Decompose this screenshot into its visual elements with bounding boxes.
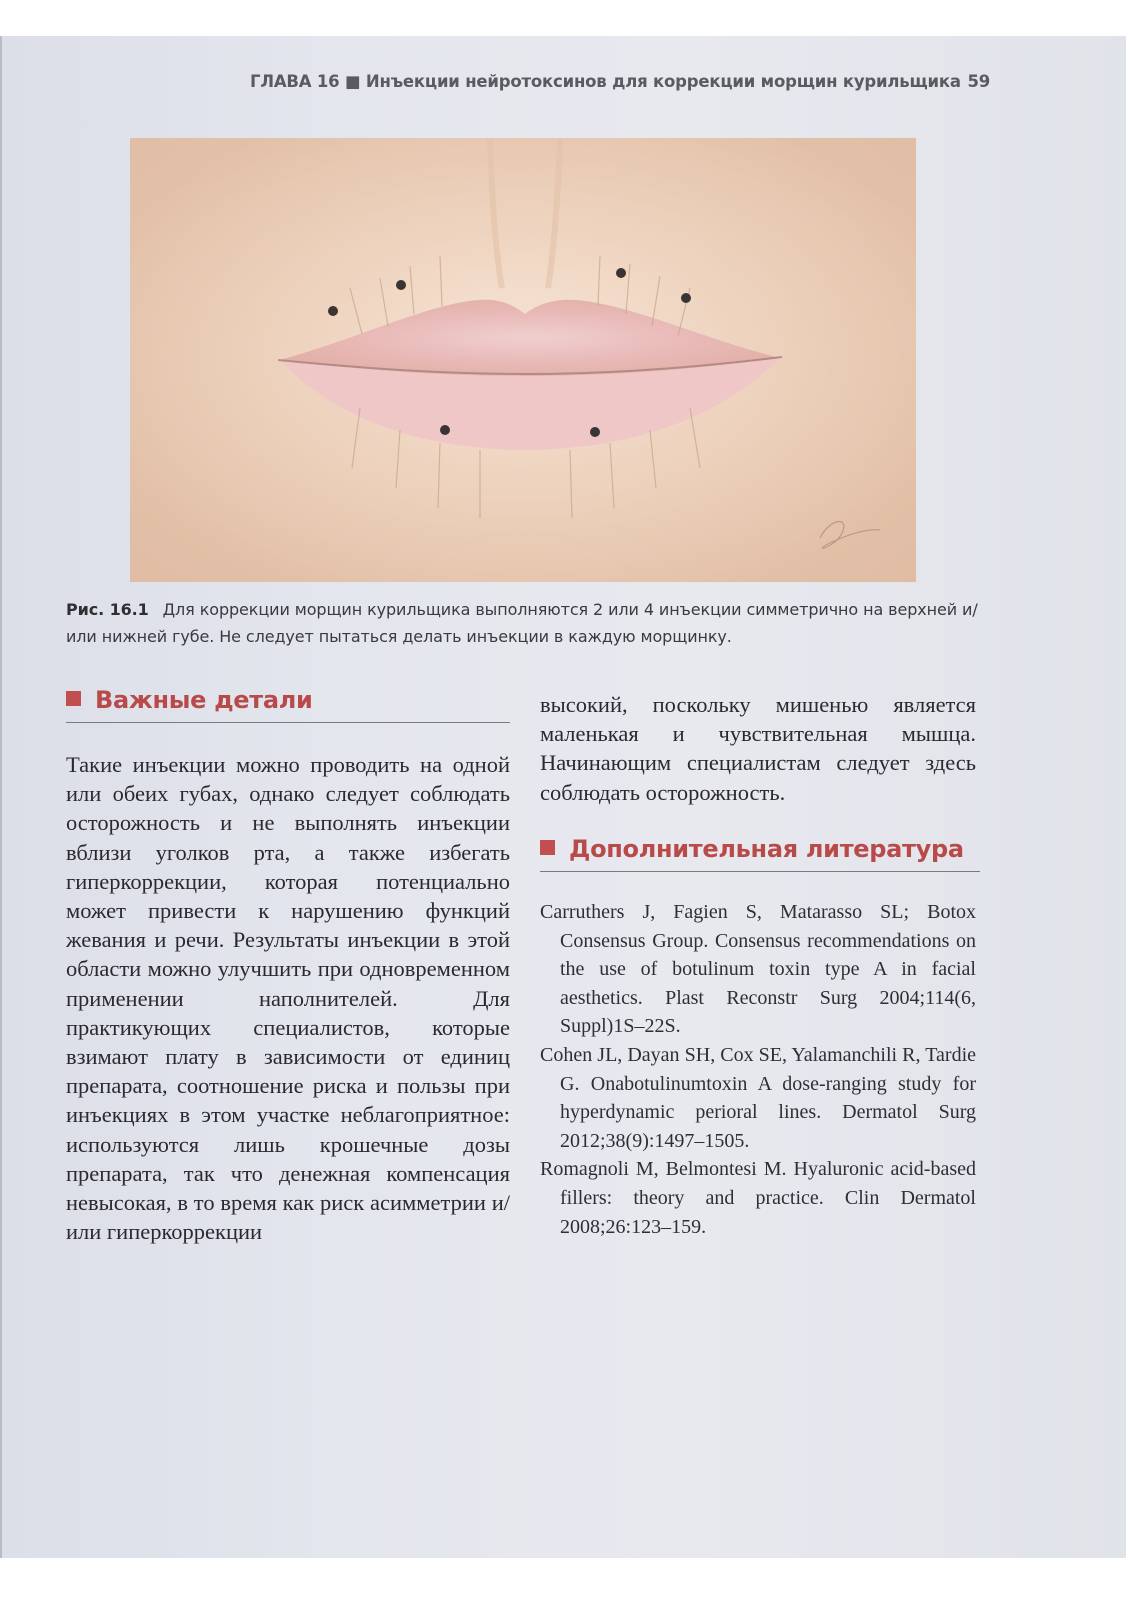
page-number: 59 bbox=[967, 72, 990, 91]
square-bullet-icon bbox=[540, 840, 555, 855]
injection-point bbox=[328, 306, 338, 316]
figure-label: Рис. 16.1 bbox=[66, 600, 149, 619]
injection-point bbox=[440, 425, 450, 435]
caption-text: Для коррекции морщин курильщика выполняются 2 или 4 инъекции симметрично на верхней и/или нижней губе. Не следует пытаться делать инъекции в каждую морщинку. bbox=[66, 600, 978, 646]
square-bullet-icon bbox=[66, 691, 81, 706]
reference-item: Cohen JL, Dayan SH, Cox SE, Yalamanchili R, Tardie G. Onabotulinumtoxin A dose-ranging study for hyperdynamic perioral lines. Dermatol Surg 2012;38(9):1497–1505. bbox=[540, 1043, 976, 1152]
reference-item: Romagnoli M, Belmontesi M. Hyaluronic acid-based fillers: theory and practice. Clin Dermatol 2008;26:123–159. bbox=[540, 1158, 976, 1238]
section-title: Важные детали bbox=[95, 686, 313, 714]
section-heading-important bbox=[66, 686, 510, 723]
reference-list bbox=[540, 898, 976, 1241]
chapter-title: ГЛАВА 16 ■ Инъекции нейротоксинов для коррекции морщин курильщика bbox=[250, 72, 961, 91]
lips-drawing bbox=[130, 138, 916, 582]
section-title: Дополнительная литература bbox=[569, 835, 964, 863]
paragraph-continuation: высокий, поскольку мишенью является маленькая и чувствительная мышца. Начинающим специалистам следует здесь соблюдать осторожность. bbox=[540, 692, 976, 805]
injection-point bbox=[396, 280, 406, 290]
lips-illustration bbox=[130, 138, 916, 582]
body-text-right bbox=[540, 690, 976, 807]
reference-item: Carruthers J, Fagien S, Matarasso SL; Botox Consensus Group. Consensus recommendations on the use of botulinum toxin type A in facial aesthetics. Plast Reconstr Surg 2004;114(6, Suppl)1S–22S. bbox=[540, 901, 976, 1038]
injection-point bbox=[616, 268, 626, 278]
paragraph: Такие инъекции можно проводить на одной или обеих губах, однако следует соблюдать осторожность и не выполнять инъекции вблизи уголков рта, а также избегать гиперкоррекции, которая потенциально может привести к нарушению функций жевания и речи. Результаты инъекции в этой области можно улучшить при одновременном применении наполнителей. Для практикующих специалистов, которые взимают плату в зависимости от единиц препарата, соотношение риска и пользы при инъекциях в этом участке неблагоприятное: используются лишь крошечные дозы препарата, так что денежная компенсация невысокая, в то время как риск асимметрии и/или гиперкоррекции bbox=[66, 752, 510, 1245]
injection-point bbox=[681, 293, 691, 303]
injection-point bbox=[590, 427, 600, 437]
section-heading-literature bbox=[540, 835, 980, 872]
figure-caption bbox=[66, 596, 1006, 650]
body-text-left bbox=[66, 750, 510, 1246]
running-header bbox=[250, 72, 990, 102]
